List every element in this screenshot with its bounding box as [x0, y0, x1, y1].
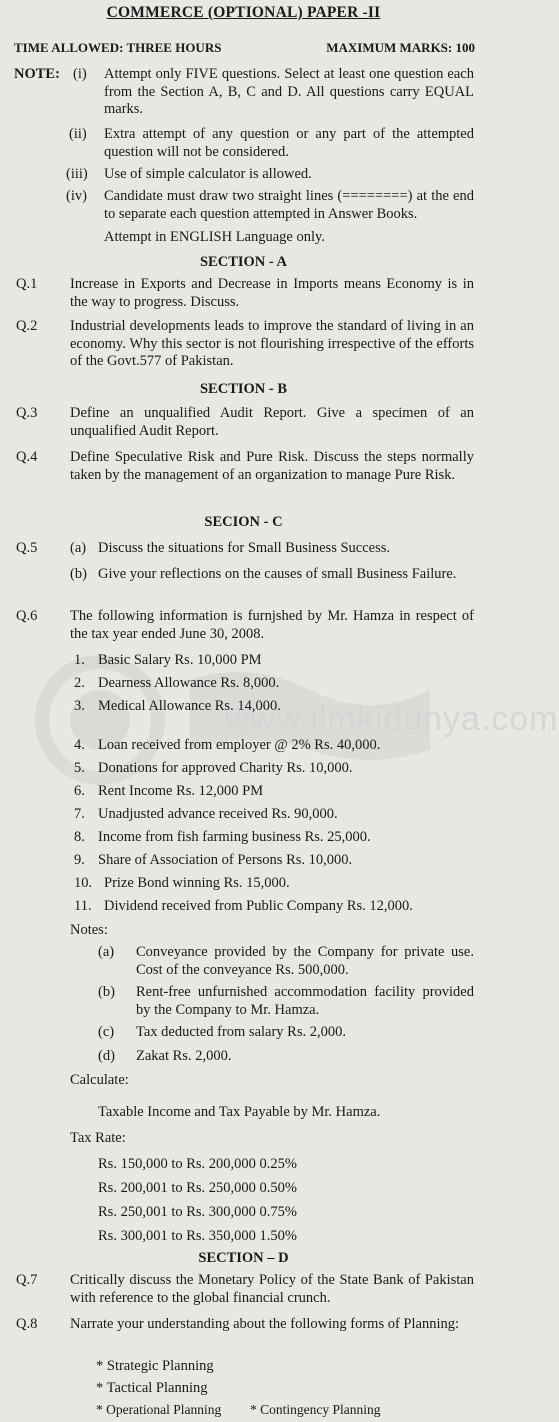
section-b-heading: SECTION - B: [199, 381, 288, 397]
item-number: 9.: [74, 852, 85, 868]
note-label: NOTE:: [14, 66, 60, 82]
item-number: 10.: [74, 875, 93, 891]
item-number: 6.: [74, 783, 85, 799]
note-item-text: Rent-free unfurnished accommodation facility provided by the Company to Mr. Hamza.: [136, 984, 474, 1018]
note-num: (ii): [69, 126, 87, 142]
calculate-label: Calculate:: [70, 1072, 129, 1088]
question-number: Q.5: [16, 540, 38, 556]
item-number: 5.: [74, 760, 85, 776]
item-number: 3.: [74, 698, 85, 714]
item-text: Prize Bond winning Rs. 15,000.: [104, 875, 290, 891]
watermark-url: www.ilmkidunya.com: [225, 700, 559, 738]
part-text: Discuss the situations for Small Business Success.: [98, 540, 391, 556]
section-d-heading: SECTION – D: [198, 1250, 289, 1266]
tax-rate-label: Tax Rate:: [70, 1130, 126, 1146]
item-text: Dearness Allowance Rs. 8,000.: [98, 675, 280, 691]
note-item-text: Zakat Rs. 2,000.: [136, 1048, 232, 1064]
planning-item: * Strategic Planning: [96, 1358, 214, 1374]
item-text: Income from fish farming business Rs. 25,000.: [98, 829, 371, 845]
item-text: Rent Income Rs. 12,000 PM: [98, 783, 264, 799]
attempt-language-note: Attempt in ENGLISH Language only.: [104, 229, 325, 245]
item-text: Share of Association of Persons Rs. 10,000.: [98, 852, 353, 868]
question-text: Industrial developments leads to improve the standard of living in an economy. Why this sector is not flourishing irrespective of the efforts of the Govt.577 of Pakistan.: [70, 318, 474, 369]
note-letter: (a): [98, 944, 115, 960]
note-item-text: Conveyance provided by the Company for private use. Cost of the conveyance Rs. 500,000.: [136, 944, 474, 978]
paper-title: COMMERCE (OPTIONAL) PAPER -II: [106, 4, 381, 21]
tax-rate-row: Rs. 250,001 to Rs. 300,000 0.75%: [98, 1204, 297, 1220]
item-number: 7.: [74, 806, 85, 822]
note-letter: (d): [98, 1048, 115, 1064]
question-text: Define an unqualified Audit Report. Give a specimen of an unqualified Audit Report.: [70, 405, 474, 439]
question-number: Q.2: [16, 318, 38, 334]
question-text: Narrate your understanding about the following forms of Planning:: [70, 1316, 460, 1332]
item-number: 1.: [74, 652, 85, 668]
note-num: (iv): [66, 188, 87, 204]
question-number: Q.7: [16, 1272, 38, 1288]
maximum-marks: MAXIMUM MARKS: 100: [326, 40, 475, 55]
item-text: Basic Salary Rs. 10,000 PM: [98, 652, 262, 668]
question-text: Increase in Exports and Decrease in Imports means Economy is in the way to progress. Discuss.: [70, 276, 474, 310]
item-text: Loan received from employer @ 2% Rs. 40,000.: [98, 737, 381, 753]
note-text: Use of simple calculator is allowed.: [104, 166, 312, 182]
item-text: Donations for approved Charity Rs. 10,000.: [98, 760, 353, 776]
note-letter: (b): [98, 984, 115, 1000]
question-text: Critically discuss the Monetary Policy of the State Bank of Pakistan with reference to the global financial crunch.: [70, 1272, 474, 1306]
note-num: (iii): [66, 166, 88, 182]
note-letter: (c): [98, 1024, 115, 1040]
item-number: 11.: [74, 898, 92, 914]
section-a-heading: SECTION - A: [199, 254, 288, 270]
question-number: Q.3: [16, 405, 38, 421]
planning-item: * Operational Planning: [96, 1402, 222, 1417]
planning-item: * Contingency Planning: [250, 1402, 381, 1417]
tax-rate-row: Rs. 300,001 to Rs. 350,000 1.50%: [98, 1228, 297, 1244]
item-text: Medical Allowance Rs. 14,000.: [98, 698, 281, 714]
item-number: 2.: [74, 675, 85, 691]
note-text: Attempt only FIVE questions. Select at least one question each from the Section A, B, C and D. All questions carry EQUAL marks.: [104, 66, 474, 117]
item-text: Dividend received from Public Company Rs. 12,000.: [104, 898, 413, 914]
time-allowed: TIME ALLOWED: THREE HOURS: [14, 40, 222, 55]
question-number: Q.1: [16, 276, 38, 292]
item-number: 4.: [74, 737, 85, 753]
note-text: Extra attempt of any question or any part of the attempted question will not be considered.: [104, 126, 474, 160]
note-item-text: Tax deducted from salary Rs. 2,000.: [136, 1024, 346, 1040]
part-number: (b): [70, 566, 87, 582]
tax-rate-row: Rs. 150,000 to Rs. 200,000 0.25%: [98, 1156, 297, 1172]
item-text: Unadjusted advance received Rs. 90,000.: [98, 806, 338, 822]
question-text: Define Speculative Risk and Pure Risk. Discuss the steps normally taken by the management of an organization to manage Pure Risk.: [70, 449, 474, 483]
question-number: Q.4: [16, 449, 38, 465]
note-num: (i): [73, 66, 87, 82]
item-number: 8.: [74, 829, 85, 845]
tax-rate-row: Rs. 200,001 to Rs. 250,000 0.50%: [98, 1180, 297, 1196]
part-text: Give your reflections on the causes of small Business Failure.: [98, 566, 457, 582]
part-number: (a): [70, 540, 87, 556]
note-text: Candidate must draw two straight lines (========) at the end to separate each question attempted in Answer Books.: [104, 188, 474, 222]
section-c-heading: SECION - C: [204, 514, 283, 530]
notes-label: Notes:: [70, 922, 108, 938]
question-text: The following information is furnjshed by Mr. Hamza in respect of the tax year ended June 30, 2008.: [70, 608, 474, 642]
question-number: Q.8: [16, 1316, 38, 1332]
calculate-text: Taxable Income and Tax Payable by Mr. Hamza.: [98, 1104, 381, 1120]
planning-item: * Tactical Planning: [96, 1380, 208, 1396]
question-number: Q.6: [16, 608, 38, 624]
